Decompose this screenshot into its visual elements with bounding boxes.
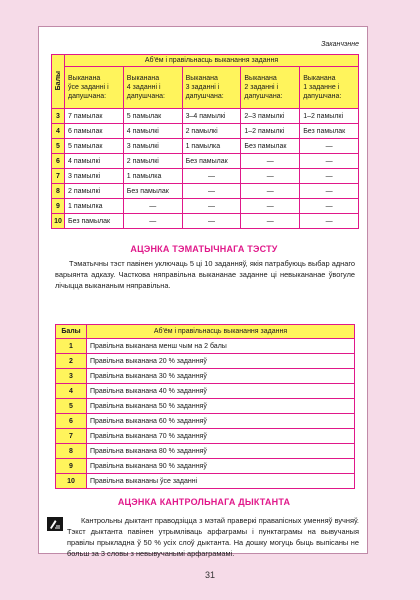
table-cell: Без памылак — [65, 214, 124, 229]
table-cell: — — [182, 184, 241, 199]
table-cell: 2 памылкі — [65, 184, 124, 199]
score-cell: 4 — [52, 124, 65, 139]
table-cell: Правільна выканана 80 % заданняў — [87, 444, 355, 459]
table-cell: — — [300, 154, 359, 169]
table-cell: 6 памылак — [65, 124, 124, 139]
group-header: Аб'ём і правільнасць выканання задання — [65, 55, 359, 67]
table-cell: Правільна выканана 30 % заданняў — [87, 369, 355, 384]
table-cell: — — [123, 199, 182, 214]
score-cell: 7 — [56, 429, 87, 444]
table-cell: — — [182, 199, 241, 214]
table-row — [56, 384, 355, 399]
score-cell: 3 — [56, 369, 87, 384]
table-cell: Правільна выканана 90 % заданняў — [87, 459, 355, 474]
dictation-icon — [47, 517, 63, 531]
table-cell: — — [182, 214, 241, 229]
section-title-dictation: АЦЭНКА КАНТРОЛЬНАГА ДЫКТАНТА — [117, 497, 291, 507]
table-cell: — — [300, 139, 359, 154]
table-cell: 1 памылка — [182, 139, 241, 154]
table-cell: Правільна выканана 70 % заданняў — [87, 429, 355, 444]
table-cell: 2 памылкі — [123, 154, 182, 169]
table-row — [56, 399, 355, 414]
table-cell: — — [241, 169, 300, 184]
column-header: Выканана 2 заданні і дапушчана: — [241, 67, 300, 109]
table-row — [52, 214, 359, 229]
score-cell: 4 — [56, 384, 87, 399]
table-cell: Без памылак — [300, 124, 359, 139]
table-row — [52, 124, 359, 139]
score-cell: 9 — [56, 459, 87, 474]
table-cell: 1–2 памылкі — [241, 124, 300, 139]
table-cell: Без памылак — [123, 184, 182, 199]
table-cell: — — [300, 169, 359, 184]
table-cell: — — [123, 214, 182, 229]
table-cell: Правільна выканана 40 % заданняў — [87, 384, 355, 399]
column-header: Выканана 3 заданні і дапушчана: — [182, 67, 241, 109]
table-cell: 2 памылкі — [182, 124, 241, 139]
score-cell: 7 — [52, 169, 65, 184]
section-paragraph-dictation: Кантрольны дыктант праводзіцца з мэтай праверкі правапісных уменняў вучняў. Тэкст дыктанта павінен утрымліваць арфаграмы і пунктаграмы на вывучаныя правілы прыкладна ў 50 % усіх слоў дыктанта. На дошку могуць быць выпісаны не больш за 3 словы з невывучанымі арфаграмамі. — [67, 516, 359, 558]
table-cell: Правільна выканана 20 % заданняў — [87, 354, 355, 369]
score-cell: 6 — [56, 414, 87, 429]
table-cell: 5 памылак — [123, 109, 182, 124]
table-row — [56, 339, 355, 354]
score-cell: 10 — [56, 474, 87, 489]
table-cell: — — [241, 214, 300, 229]
test-score-table — [55, 324, 355, 489]
score-cell: 6 — [52, 154, 65, 169]
table-cell: — — [241, 184, 300, 199]
table-cell: Правільна выкананы ўсе заданні — [87, 474, 355, 489]
table-row — [52, 184, 359, 199]
table-cell: 7 памылак — [65, 109, 124, 124]
score-cell: 2 — [56, 354, 87, 369]
score-cell: 5 — [52, 139, 65, 154]
section-title-test: АЦЭНКА ТЭМАТЫЧНАГА ТЭСТУ — [130, 244, 278, 254]
score-cell: 1 — [56, 339, 87, 354]
table-row — [56, 414, 355, 429]
table-cell: Без памылак — [241, 139, 300, 154]
table-cell: Правільна выканана 60 % заданняў — [87, 414, 355, 429]
table-cell: 3–4 памылкі — [182, 109, 241, 124]
table-row — [56, 369, 355, 384]
score-cell: 8 — [52, 184, 65, 199]
column-header: Выканана 1 заданне і дапушчана: — [300, 67, 359, 109]
table-cell: 1 памылка — [65, 199, 124, 214]
table-cell: — — [241, 199, 300, 214]
table-cell: — — [300, 199, 359, 214]
score-column-header: Балы — [52, 55, 65, 109]
running-head: Заканчэнне — [321, 41, 359, 48]
table-row — [56, 354, 355, 369]
table-row — [52, 169, 359, 184]
table-row — [52, 154, 359, 169]
table-row — [56, 459, 355, 474]
table-cell: Правільна выканана менш чым на 2 балы — [87, 339, 355, 354]
table-cell: — — [300, 214, 359, 229]
table-cell: Правільна выканана 50 % заданняў — [87, 399, 355, 414]
table-row — [52, 199, 359, 214]
dictation-score-table — [51, 54, 359, 229]
table-row — [56, 474, 355, 489]
column-header: Выканана 4 заданні і дапушчана: — [123, 67, 182, 109]
table-cell: — — [300, 184, 359, 199]
table-cell: 1–2 памылкі — [300, 109, 359, 124]
column-header: Выканана ўсе заданні і дапушчана: — [65, 67, 124, 109]
table-cell: 4 памылкі — [123, 124, 182, 139]
score-cell: 8 — [56, 444, 87, 459]
table-cell: 1 памылка — [123, 169, 182, 184]
page-number: 31 — [204, 570, 215, 580]
table-row — [52, 139, 359, 154]
book-page — [38, 26, 368, 558]
score-cell: 3 — [52, 109, 65, 124]
table-row — [56, 429, 355, 444]
table-cell: — — [182, 169, 241, 184]
table-cell: 5 памылак — [65, 139, 124, 154]
score-cell: 5 — [56, 399, 87, 414]
table-cell: Без памылак — [182, 154, 241, 169]
table-cell: 3 памылкі — [65, 169, 124, 184]
description-column-header: Аб'ём і правільнасць выканання задання — [87, 325, 355, 339]
table-row — [56, 444, 355, 459]
table-row — [52, 109, 359, 124]
score-cell: 9 — [52, 199, 65, 214]
table-cell: 2–3 памылкі — [241, 109, 300, 124]
table-cell: 3 памылкі — [123, 139, 182, 154]
table-cell: — — [241, 154, 300, 169]
section-paragraph-test: Тэматычны тэст павінен уключаць 5 ці 10 заданняў, якія патрабуюць выбар аднаго варыянта адказу. Часткова няправільна выкананае заданне ці невыкананае ўвогуле лічыцца выкананым няправільна. — [55, 259, 355, 290]
score-column-header: Балы — [56, 325, 87, 339]
table-cell: 4 памылкі — [65, 154, 124, 169]
score-cell: 10 — [52, 214, 65, 229]
